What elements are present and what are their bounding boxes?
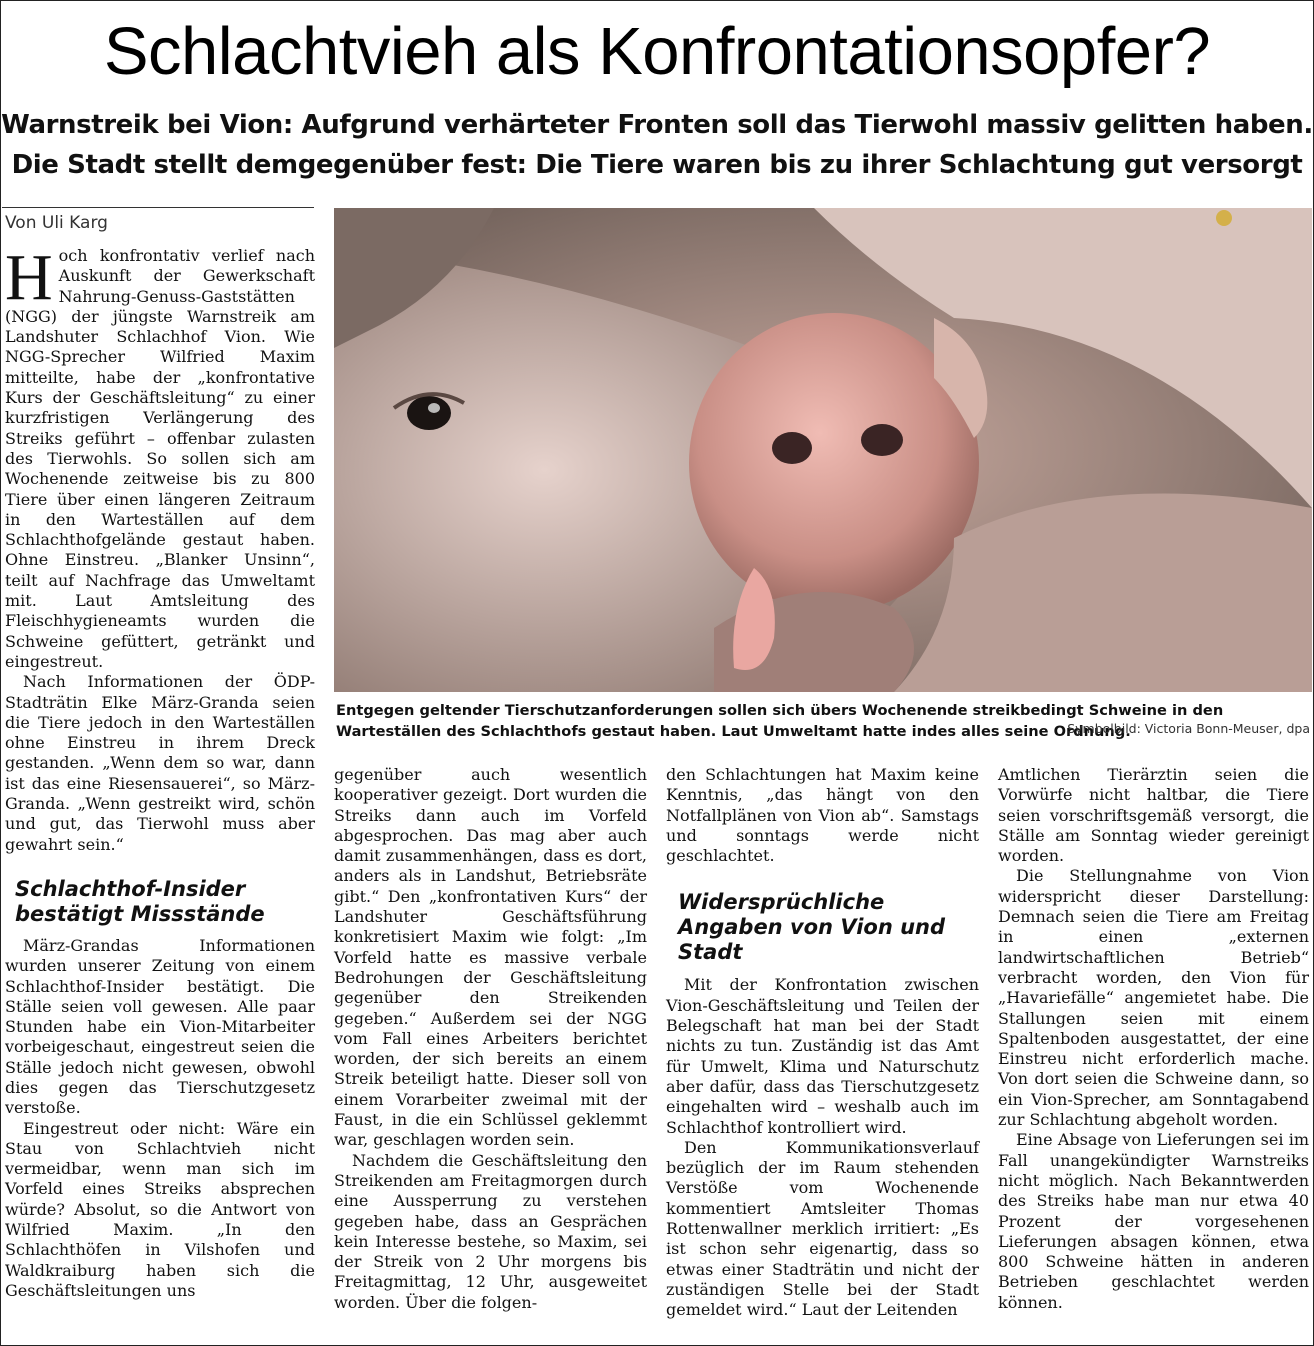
photo-caption: Entgegen geltender Tierschutzanforderungen sollen sich übers Wochenende streikbedingt Schweine in den Warteställen des Schlachthofs gestaut haben. Laut Umweltamt hatte indes alles seine Ordnung. [336,702,1224,740]
paragraph-text: och konfrontativ verlief nach Auskunft der Gewerkschaft Nahrung-Genuss-Gaststätten (NGG) der jüngste Warnstreik am Landshuter Schlachhof Vion. Wie NGG-Sprecher Wilfried Maxim mitteilte, habe der „konfrontative Kurs der Geschäftsleitung“ zu einer kurzfristigen Verlängerung des Streiks geführt – offenbar zulasten des Tierwohls. So sollen sich am Wochenende zeitweise bis zu 800 Tiere über einen längeren Zeitraum in den Warteställen auf dem Schlachthofgelände gestaut haben. Ohne Einstreu. „Blanker Unsinn“, teilt auf Nachfrage das Umweltamt mit. Laut Amtsleitung des Fleischhygieneamts wurden die Schweine gefüttert, getränkt und eingestreut. [5,246,315,671]
paragraph: gegenüber auch wesentlich kooperativer gezeigt. Dort wurden die Streiks dann auch im Vorfeld abgesprochen. Das mag aber auch damit zusammenhängen, dass es dort, anders als in Landshut, Betriebsräte gibt.“ Den „konfrontativen Kurs“ der Landshuter Geschäftsführung konkretisiert Maxim wie folgt: „Im Vorfeld hatte es massive verbale Bedrohungen der Geschäftsleitung gegenüber den Streikenden gegeben.“ Außerdem sei der NGG vom Fall eines Arbeiters berichtet worden, der sich bereits an einem Streik beteiligt hatte. Dieser soll von einem Vorarbeiter zweimal mit der Faust, in die ein Schlüssel geklemmt war, geschlagen worden sein. [334,765,647,1150]
subheading-insider: Schlachthof-Insider bestätigt Missstände [15,876,265,926]
photo-credit: Symbolbild: Victoria Bonn-Meuser, dpa [1067,721,1310,736]
paragraph: März-Grandas Informationen wurden unserer Zeitung von einem Schlachthof-Insider bestätigt. Die Ställe seien voll gewesen. Alle paar Stunden habe ein Vion-Mitarbeiter vorbeigeschaut, eingestreut seien die Ställe jedoch nicht gewesen, obwohl dies gegen das Tierschutzgesetz verstoße. [5,935,315,1118]
article-column-3 [666,765,979,1321]
headline: Schlachtvieh als Konfrontationsopfer? [103,14,1211,89]
paragraph: Die Stellungnahme von Vion widerspricht dieser Darstellung: Demnach seien die Tiere am Freitag in einen „externen landwirtschaftlichen Betrieb“ verbracht worden, den Vion für „Havariefälle“ angemietet habe. Die Stallungen seien mit einem Spaltenboden ausgestattet, der eine Einstreu nicht erforderlich mache. Von dort seien die Schweine dann, so ein Vion-Sprecher, am Sonntagabend zur Schlachtung abgeholt worden. [998,866,1309,1130]
subheadline-line1: Warnstreik bei Vion: Aufgrund verhärteter Fronten soll das Tierwohl massiv gelitten haben. [1,110,1313,140]
paragraph: Den Kommunikationsverlauf bezüglich der im Raum stehenden Verstöße vom Wochenende kommentiert Amtsleiter Thomas Rottenwallner merklich irritiert: „Es ist schon sehr eigenartig, dass so etwas einer Stadträtin und nicht der zuständigen Stelle bei der Stadt gemeldet wird.“ Laut der Leitenden [666,1137,979,1320]
subheadline-line2: Die Stadt stellt demgegenüber fest: Die Tiere waren bis zu ihrer Schlachtung gut versorgt [11,150,1303,180]
paragraph [5,241,315,672]
paragraph: Eingestreut oder nicht: Wäre ein Stau von Schlachtvieh nicht vermeidbar, wenn man sich im Vorfeld eines Streiks absprechen würde? Absolut, so die Antwort von Wilfried Maxim. „In den Schlachthöfen in Vilshofen und Waldkraiburg haben sich die Geschäftsleitungen uns [5,1118,315,1300]
article-column-2 [334,765,647,1313]
pig-photo [334,208,1312,692]
paragraph: den Schlachtungen hat Maxim keine Kenntnis, „das hängt von den Notfallplänen von Vion ab“. Samstags und sonntags werde nicht geschlachtet. [666,765,979,866]
byline-rule [2,207,314,208]
article-column-4 [998,765,1309,1313]
drop-cap: H [5,241,53,314]
article-column-1 [5,241,315,1301]
paragraph: Amtlichen Tierärztin seien die Vorwürfe nicht haltbar, die Tiere seien vorschriftsgemäß versorgt, die Ställe am Sonntag wieder gereinigt worden. [998,765,1309,866]
byline: Von Uli Karg [5,213,108,233]
subheading-contradiction: Widersprüchliche Angaben von Vion und Stadt [678,890,946,965]
paragraph: Mit der Konfrontation zwischen Vion-Geschäftsleitung und Teilen der Belegschaft hat man bei der Stadt nichts zu tun. Zuständig ist das Amt für Umwelt, Klima und Naturschutz aber dafür, dass das Tierschutzgesetz eingehalten wird – weshalb auch im Schlachthof kontrolliert wird. [666,975,979,1137]
paragraph: Nachdem die Geschäftsleitung den Streikenden am Freitagmorgen durch eine Aussperrung zu verstehen gegeben habe, dass an Gesprächen kein Interesse bestehe, so Maxim, sei der Streik von 2 Uhr morgens bis Freitagmittag, 12 Uhr, ausgeweitet worden. Über die folgen- [334,1150,647,1312]
pig-snout-image [334,208,1312,692]
paragraph: Eine Absage von Lieferungen sei im Fall unangekündigter Warnstreiks nicht möglich. Nach Bekanntwerden des Streiks habe man nur etwa 40 Prozent der vorgesehenen Lieferungen absagen können, etwa 800 Schweine hätten in anderen Betrieben geschlachtet werden können. [998,1130,1309,1312]
paragraph: Nach Informationen der ÖDP-Stadträtin Elke März-Granda seien die Tiere jedoch in den Warteställen ohne Einstreu in ihrem Dreck gestanden. „Wenn dem so war, dann ist das eine Riesensauerei“, so März-Granda. „Wenn gestreikt wird, schön und gut, das Tierwohl muss aber gewahrt sein.“ [5,672,315,854]
